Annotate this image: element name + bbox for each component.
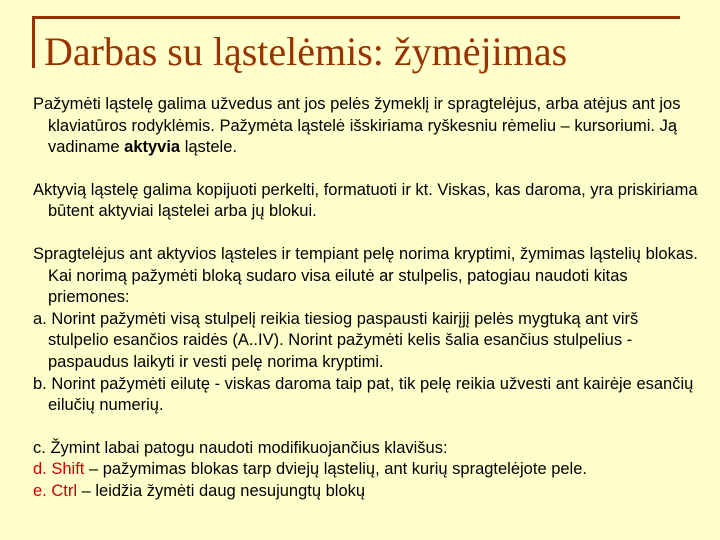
paragraph-text: ląstele. bbox=[180, 138, 237, 157]
key-name: Shift bbox=[51, 460, 85, 479]
bold-term: aktyvia bbox=[124, 138, 181, 157]
list-item bbox=[33, 374, 703, 417]
paragraph-block-selection: Spragtelėjus ant aktyvios ląsteles ir tempiant pelę norima kryptimi, žymimas ląstelių blokas. Kai norimą pažymėti bloką sudaro visa eilutė ar stulpelis, patogiau naudoti kitas priemones: bbox=[33, 244, 698, 307]
list-item bbox=[33, 481, 703, 503]
title-border-left bbox=[32, 16, 35, 68]
slide-title: Darbas su ląstelėmis: žymėjimas bbox=[44, 29, 568, 74]
list-marker: e. bbox=[33, 481, 47, 500]
list-item bbox=[33, 438, 703, 460]
paragraph-active-cell bbox=[33, 94, 703, 159]
paragraph-active-cell-operations: Aktyvią ląstelę galima kopijuoti perkelti, formatuoti ir kt. Viskas, kas daroma, yra priskiriama būtent aktyviai ląstelei arba jų blokui. bbox=[33, 180, 698, 221]
list-item bbox=[33, 459, 703, 481]
selection-methods-list bbox=[33, 309, 703, 417]
list-marker: d. bbox=[33, 460, 47, 479]
slide-body bbox=[33, 94, 703, 503]
list-marker: a. bbox=[33, 309, 47, 328]
list-marker: b. bbox=[33, 374, 47, 393]
list-marker: c. bbox=[33, 438, 46, 457]
list-item-text: Norint pažymėti visą stulpelį reikia tiesiog paspausti kairįjį pelės mygtuką ant virš stulpelio esančios raidės (A..IV). Norint pažymėti kelis šalia esančius stulpelius - paspaudus laikyti ir vesti pelę norima kryptimi. bbox=[46, 309, 639, 371]
paragraph-text: Pažymėti ląstelę galima užvedus ant jos pelės žymeklį ir spragtelėjus, arba atėjus ant jos klaviatūros rodyklėmis. Pažymėta ląstelė išskiriama ryškesniu rėmeliu – kursoriumi. Ją vadiname bbox=[33, 95, 681, 157]
key-name: Ctrl bbox=[51, 481, 78, 500]
title-border-top bbox=[32, 16, 680, 19]
list-item-text: – leidžia žymėti daug nesujungtų blokų bbox=[77, 481, 366, 500]
modifier-keys-list bbox=[33, 438, 703, 503]
list-item bbox=[33, 309, 703, 374]
list-item-text: – pažymimas blokas tarp dviejų ląstelių, ant kurių spragtelėjote pele. bbox=[84, 460, 587, 479]
list-item-text: Norint pažymėti eilutę - viskas daroma taip pat, tik pelę reikia užvesti ant kairėje esančių eilučių numerių. bbox=[46, 374, 694, 415]
list-item-text: Žymint labai patogu naudoti modifikuojančius klavišus: bbox=[50, 438, 448, 457]
